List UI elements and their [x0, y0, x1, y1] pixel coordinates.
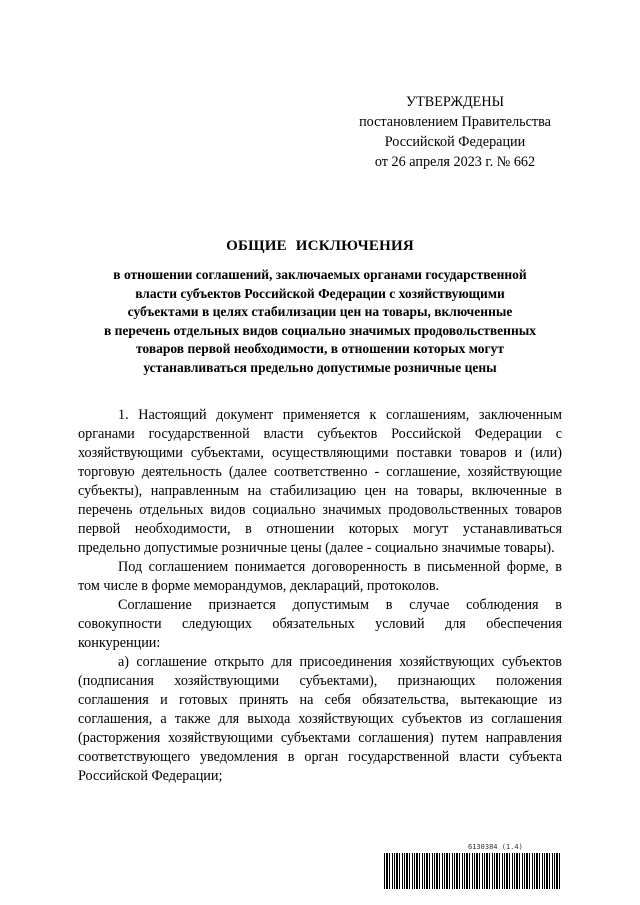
paragraph-2: Под соглашением понимается договоренность в письменной форме, в том числе в форме меморандумов, деклараций, протоколов.: [78, 559, 562, 594]
barcode-icon: [384, 853, 562, 889]
approval-stamp: [340, 92, 570, 172]
paragraph-1: 1. Настоящий документ применяется к соглашениям, заключенным органами государственной власти субъектов Российской Федерации с хозяйствующими субъектами, осуществляющими поставки товаров и (или) торговую деятельность (далее соответственно - соглашение, хозяйствующие субъекты), направленным на стабилизацию цен на товары, включенные в перечень отдельных видов социально значимых продовольственных товаров первой необходимости, в отношении которых могут устанавливаться предельно допустимые розничные цены (далее - социально значимые товары).: [78, 407, 562, 556]
approval-title: УТВЕРЖДЕНЫ: [406, 94, 504, 110]
paragraph-4: а) соглашение открыто для присоединения хозяйствующих субъектов (подписания хозяйствующими субъектами), признающих положения соглашения и готовых принять на себя обязательства, вытекающие из соглашения, а также для выхода хозяйствующих субъектов из соглашения (расторжения хозяйствующими субъектами соглашения) путем направления соответствующего уведомления в орган государственной власти субъекта Российской Федерации;: [78, 654, 562, 784]
document-title: ОБЩИЕ ИСКЛЮЧЕНИЯ: [226, 238, 414, 254]
subtitle-line: товаров первой необходимости, в отношении которых могут: [135, 341, 505, 356]
subtitle-line: в отношении соглашений, заключаемых органами государственной: [113, 267, 527, 282]
document-body: [78, 406, 562, 786]
approval-line: от 26 апреля 2023 г. № 662: [374, 154, 536, 170]
approval-line: постановлением Правительства: [359, 114, 551, 130]
subtitle-line: в перечень отдельных видов социально значимых продовольственных: [103, 322, 537, 338]
subtitle-line: устанавливаться предельно допустимые розничные цены: [143, 359, 497, 375]
barcode-number: 6130384 (1.4): [468, 843, 523, 851]
subtitle-line: власти субъектов Российской Федерации с хозяйствующими: [135, 285, 505, 301]
approval-line: Российской Федерации: [384, 134, 526, 150]
paragraph-3: Соглашение признается допустимым в случае соблюдения в совокупности следующих обязательных условий для обеспечения конкуренции:: [78, 597, 562, 651]
subtitle-line: субъектами в целях стабилизации цен на товары, включенные: [127, 304, 513, 319]
document-barcode: [384, 843, 562, 895]
document-subtitle: [60, 266, 580, 377]
